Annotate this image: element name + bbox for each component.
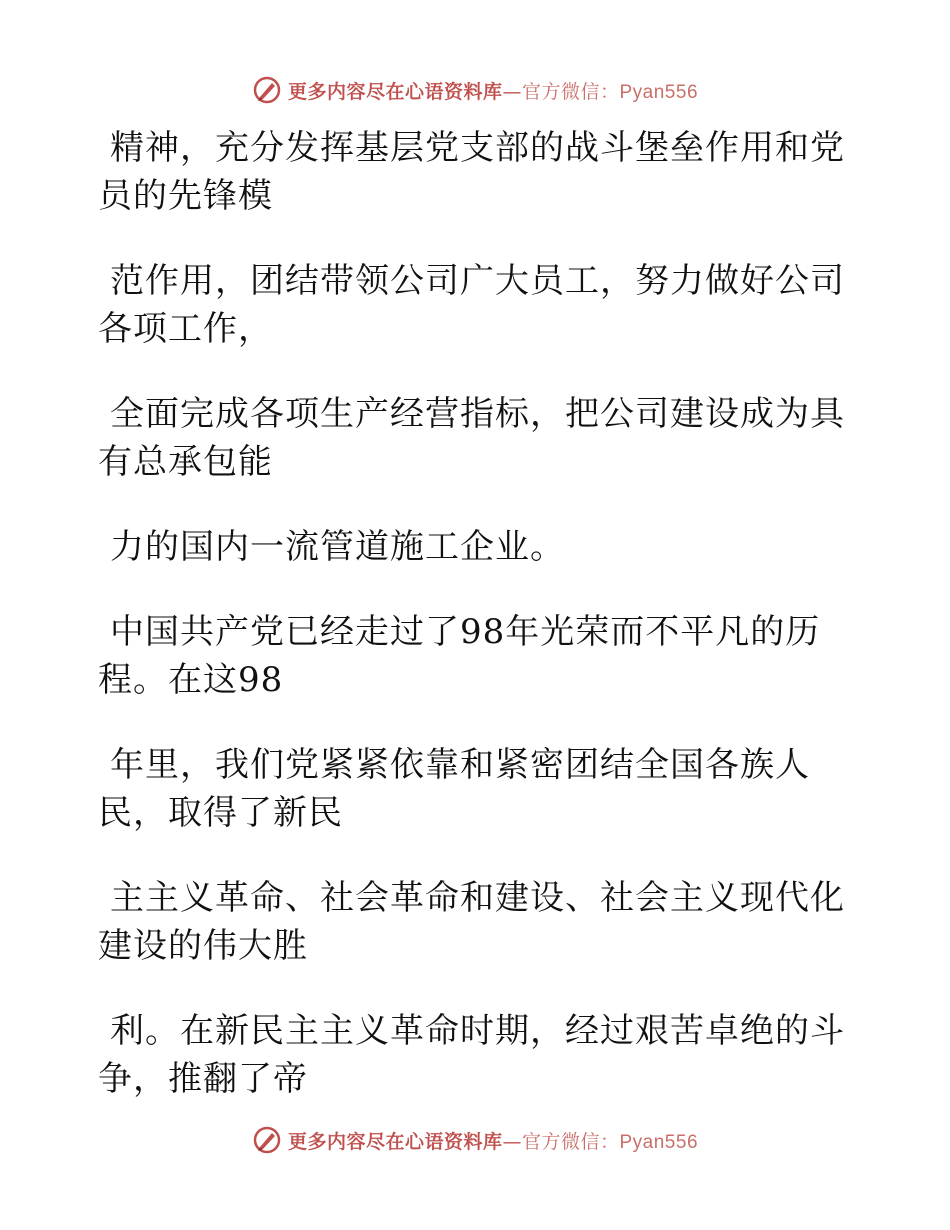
paragraph — [98, 390, 845, 486]
footer-brand-text: 更多内容尽在心语资料库 — [287, 1130, 503, 1153]
paragraph-line: 力的国内一流管道施工企业。 — [110, 527, 565, 567]
paragraph — [98, 124, 845, 220]
header-brand-text: 更多内容尽在心语资料库 — [287, 80, 503, 103]
pen-logo-icon — [252, 75, 282, 105]
footer-wechat-label: 官方微信： — [521, 1130, 620, 1153]
footer-banner — [0, 1120, 950, 1160]
header-wechat-label: 官方微信： — [521, 80, 620, 103]
document-body — [98, 124, 845, 1103]
paragraph-line: 争，推翻了帝 — [98, 1059, 308, 1099]
paragraph — [98, 523, 838, 571]
paragraph-line: 有总承包能 — [98, 442, 273, 482]
paragraph-line: 员的先锋模 — [98, 176, 273, 216]
paragraph — [98, 257, 845, 353]
paragraph-line: 建设的伟大胜 — [98, 926, 308, 966]
header-separator: — — [502, 80, 522, 103]
paragraph-line: 全面完成各项生产经营指标，把公司建设成为具 — [110, 394, 845, 434]
pen-logo-icon — [252, 1125, 282, 1155]
paragraph — [98, 1007, 845, 1103]
paragraph — [98, 874, 845, 970]
paragraph-line: 主主义革命、社会革命和建设、社会主义现代化 — [110, 878, 845, 918]
paragraph-line: 年里，我们党紧紧依靠和紧密团结全国各族人 — [110, 745, 810, 785]
paragraph-line: 程。在这98 — [98, 660, 284, 700]
paragraph-line: 范作用，团结带领公司广大员工，努力做好公司 — [110, 261, 845, 301]
footer-wechat-id: Pyan556 — [619, 1131, 699, 1153]
paragraph-line: 民，取得了新民 — [98, 793, 343, 833]
paragraph — [98, 741, 838, 837]
paragraph-line: 精神，充分发挥基层党支部的战斗堡垒作用和党 — [110, 128, 845, 168]
header-banner — [0, 70, 950, 110]
paragraph-line: 利。在新民主主义革命时期，经过艰苦卓绝的斗 — [110, 1011, 845, 1051]
header-wechat-id: Pyan556 — [619, 81, 699, 103]
footer-separator: — — [502, 1130, 522, 1153]
paragraph-line: 各项工作， — [98, 309, 273, 349]
header-banner-text — [288, 77, 698, 104]
paragraph — [98, 608, 838, 704]
paragraph-line: 中国共产党已经走过了98年光荣而不平凡的历 — [110, 612, 821, 652]
footer-banner-text — [288, 1127, 698, 1154]
